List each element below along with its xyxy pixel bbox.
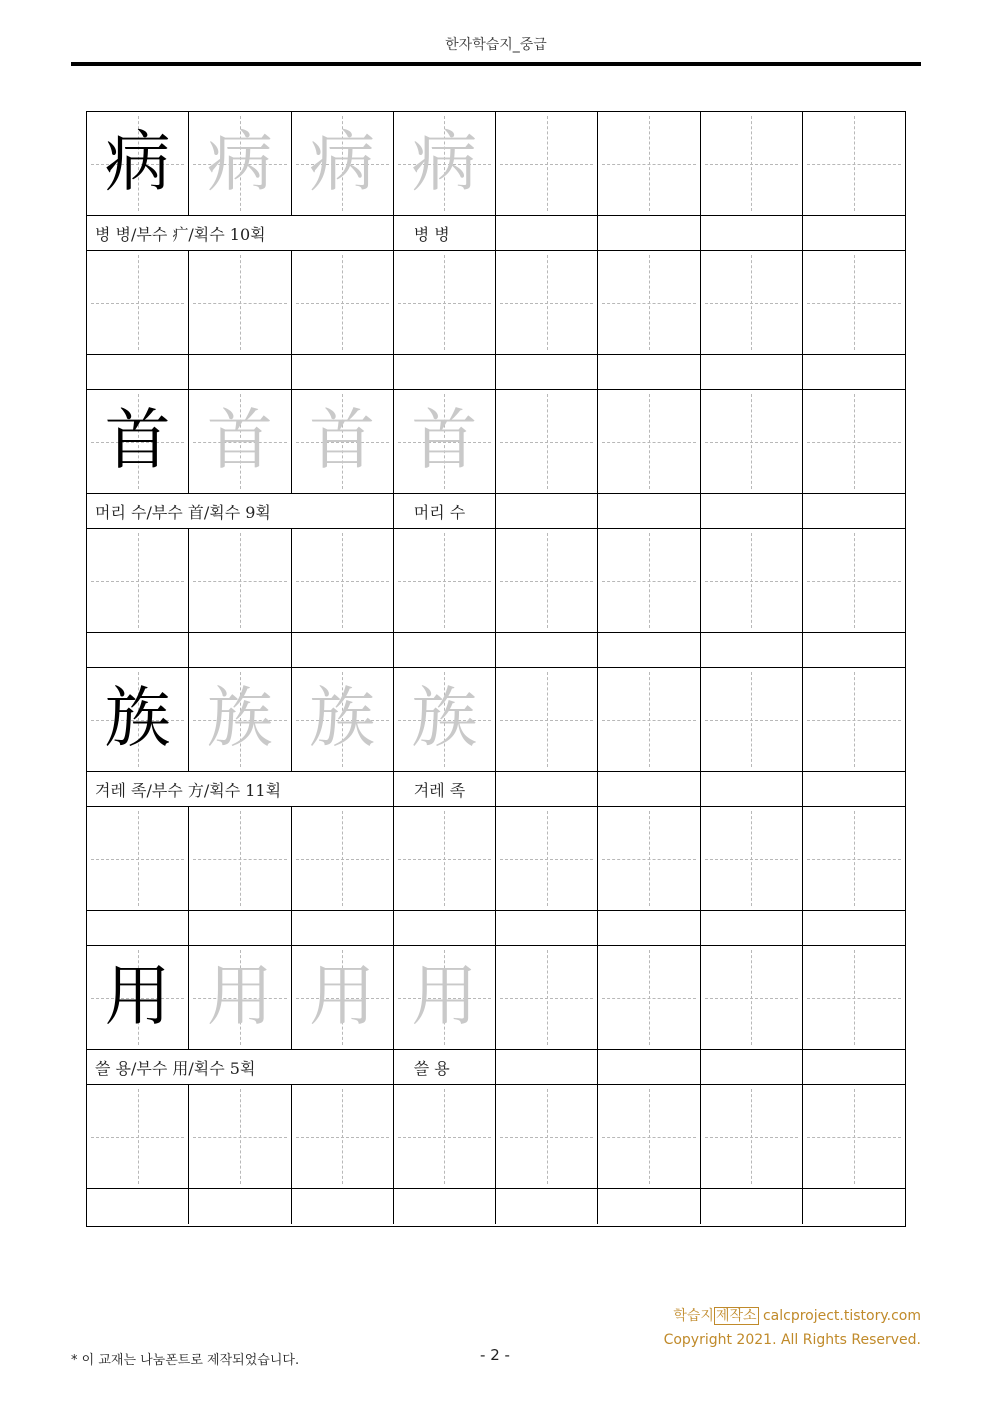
writing-box[interactable]: [803, 946, 905, 1050]
info-blank-cell: [496, 1050, 598, 1085]
writing-box[interactable]: [292, 1085, 394, 1189]
info-blank-cell: [803, 355, 905, 390]
writing-box[interactable]: [701, 668, 803, 772]
info-blank-cell: [803, 494, 905, 529]
info-blank-cell: [598, 1189, 700, 1224]
writing-box[interactable]: [496, 807, 598, 911]
hanja-info-cell: [87, 494, 394, 529]
info-blank-cell: [496, 216, 598, 251]
site-url: calcproject.tistory.com: [762, 1308, 921, 1324]
info-blank-cell: [803, 1189, 905, 1224]
writing-box[interactable]: [701, 807, 803, 911]
writing-box[interactable]: [189, 946, 291, 1050]
writing-box[interactable]: [701, 251, 803, 355]
writing-box[interactable]: [189, 112, 291, 216]
info-blank-cell: [598, 772, 700, 807]
writing-box[interactable]: [87, 946, 189, 1050]
info-blank-cell: [87, 633, 189, 668]
meaning-text: 머리 수: [413, 502, 466, 522]
hanja-box-row: [87, 668, 905, 772]
hanja-trace-character: 族: [411, 679, 478, 757]
info-blank-cell: [87, 1189, 189, 1224]
writing-box[interactable]: [189, 390, 291, 494]
hanja-info-row: [87, 1050, 905, 1085]
writing-box[interactable]: [803, 1085, 905, 1189]
hanja-box-row: [87, 946, 905, 1050]
writing-box[interactable]: [189, 807, 291, 911]
info-blank-cell: [189, 633, 291, 668]
hanja-info-cell: [87, 772, 394, 807]
brand-box: 제작소: [715, 1308, 757, 1324]
hanja-model-character: 病: [104, 123, 171, 201]
meaning-cell: [394, 494, 496, 529]
header-rule: [71, 62, 921, 66]
hanja-info-text: 쓸 용/부수 用/획수 5획: [95, 1058, 256, 1078]
info-blank-cell: [701, 633, 803, 668]
writing-box[interactable]: [598, 529, 700, 633]
info-blank-cell: [496, 355, 598, 390]
writing-box[interactable]: [598, 1085, 700, 1189]
info-blank-cell: [803, 772, 905, 807]
hanja-info-text: 머리 수/부수 首/획수 9획: [95, 502, 271, 522]
hanja-info-cell: [87, 216, 394, 251]
info-blank-cell: [803, 633, 905, 668]
writing-box[interactable]: [292, 529, 394, 633]
writing-box[interactable]: [87, 112, 189, 216]
writing-box[interactable]: [87, 251, 189, 355]
meaning-cell: [394, 216, 496, 251]
hanja-trace-character: 用: [411, 957, 478, 1035]
info-blank-cell: [598, 1050, 700, 1085]
meaning-text: 병 병: [413, 224, 450, 244]
writing-box[interactable]: [189, 251, 291, 355]
info-blank-cell: [598, 216, 700, 251]
hanja-info-cell: [87, 1050, 394, 1085]
writing-box[interactable]: [496, 529, 598, 633]
writing-box[interactable]: [87, 390, 189, 494]
writing-box[interactable]: [394, 946, 496, 1050]
font-note: * 이 교재는 나눔폰트로 제작되었습니다.: [71, 1353, 300, 1368]
hanja-info-row: [87, 494, 905, 529]
page-header: 한자학습지_중급: [445, 37, 547, 53]
practice-box-row: [87, 251, 905, 355]
info-blank-cell: [598, 494, 700, 529]
writing-box[interactable]: [803, 807, 905, 911]
info-blank-cell: [803, 216, 905, 251]
writing-box[interactable]: [394, 112, 496, 216]
info-blank-cell: [701, 494, 803, 529]
info-blank-cell: [496, 633, 598, 668]
info-blank-cell: [189, 1189, 291, 1224]
page-number: - 2 -: [480, 1346, 510, 1364]
hanja-trace-character: 族: [309, 679, 376, 757]
writing-box[interactable]: [394, 251, 496, 355]
writing-box[interactable]: [292, 668, 394, 772]
writing-box[interactable]: [803, 112, 905, 216]
info-blank-cell: [87, 355, 189, 390]
hanja-trace-character: 首: [206, 401, 273, 479]
meaning-text: 쓸 용: [413, 1058, 450, 1078]
writing-box[interactable]: [87, 807, 189, 911]
writing-box[interactable]: [394, 807, 496, 911]
info-blank-cell: [292, 633, 394, 668]
info-blank-cell: [701, 1189, 803, 1224]
writing-box[interactable]: [598, 668, 700, 772]
writing-box[interactable]: [87, 668, 189, 772]
info-blank-cell: [189, 355, 291, 390]
meaning-text: 겨레 족: [413, 780, 466, 800]
info-blank-cell: [803, 911, 905, 946]
writing-box[interactable]: [394, 529, 496, 633]
writing-box[interactable]: [292, 112, 394, 216]
writing-box[interactable]: [701, 946, 803, 1050]
writing-box[interactable]: [394, 668, 496, 772]
writing-box[interactable]: [292, 390, 394, 494]
hanja-trace-character: 族: [206, 679, 273, 757]
writing-box[interactable]: [496, 112, 598, 216]
info-blank-cell: [292, 355, 394, 390]
writing-box[interactable]: [701, 112, 803, 216]
writing-box[interactable]: [87, 1085, 189, 1189]
info-blank-cell: [292, 911, 394, 946]
writing-box[interactable]: [803, 529, 905, 633]
brand-prefix: 학습지: [673, 1308, 714, 1324]
blank-info-row: [87, 1189, 905, 1224]
writing-box[interactable]: [701, 1085, 803, 1189]
hanja-box-row: [87, 112, 905, 216]
blank-info-row: [87, 911, 905, 946]
writing-box[interactable]: [292, 946, 394, 1050]
hanja-info-row: [87, 216, 905, 251]
info-blank-cell: [598, 911, 700, 946]
writing-box[interactable]: [496, 1085, 598, 1189]
hanja-info-text: 겨레 족/부수 方/획수 11획: [95, 780, 282, 800]
info-blank-cell: [701, 355, 803, 390]
hanja-info-row: [87, 772, 905, 807]
hanja-trace-character: 病: [411, 123, 478, 201]
hanja-info-text: 병 병/부수 疒/획수 10획: [95, 224, 266, 244]
writing-box[interactable]: [496, 251, 598, 355]
writing-box[interactable]: [803, 390, 905, 494]
info-blank-cell: [394, 911, 496, 946]
hanja-model-character: 族: [104, 679, 171, 757]
info-blank-cell: [496, 772, 598, 807]
info-blank-cell: [496, 1189, 598, 1224]
hanja-trace-character: 首: [411, 401, 478, 479]
info-blank-cell: [394, 355, 496, 390]
copyright: Copyright 2021. All Rights Reserved.: [663, 1332, 921, 1348]
practice-box-row: [87, 807, 905, 911]
writing-box[interactable]: [189, 1085, 291, 1189]
footer-credit: [664, 1304, 921, 1352]
writing-box[interactable]: [189, 668, 291, 772]
writing-box[interactable]: [701, 529, 803, 633]
hanja-trace-character: 病: [206, 123, 273, 201]
practice-sheet: [86, 111, 906, 1227]
writing-box[interactable]: [598, 112, 700, 216]
info-blank-cell: [394, 1189, 496, 1224]
writing-box[interactable]: [598, 946, 700, 1050]
hanja-trace-character: 用: [206, 957, 273, 1035]
writing-box[interactable]: [598, 807, 700, 911]
blank-info-row: [87, 633, 905, 668]
hanja-trace-character: 用: [309, 957, 376, 1035]
info-blank-cell: [701, 772, 803, 807]
writing-box[interactable]: [292, 251, 394, 355]
writing-box[interactable]: [701, 390, 803, 494]
writing-box[interactable]: [496, 668, 598, 772]
writing-box[interactable]: [189, 529, 291, 633]
blank-info-row: [87, 355, 905, 390]
writing-box[interactable]: [394, 1085, 496, 1189]
practice-box-row: [87, 529, 905, 633]
info-blank-cell: [803, 1050, 905, 1085]
meaning-cell: [394, 1050, 496, 1085]
hanja-trace-character: 首: [309, 401, 376, 479]
writing-box[interactable]: [598, 390, 700, 494]
info-blank-cell: [701, 216, 803, 251]
writing-box[interactable]: [292, 807, 394, 911]
writing-box[interactable]: [803, 251, 905, 355]
info-blank-cell: [701, 911, 803, 946]
meaning-cell: [394, 772, 496, 807]
info-blank-cell: [598, 633, 700, 668]
practice-box-row: [87, 1085, 905, 1189]
writing-box[interactable]: [598, 251, 700, 355]
info-blank-cell: [701, 1050, 803, 1085]
writing-box[interactable]: [394, 390, 496, 494]
hanja-box-row: [87, 390, 905, 494]
writing-box[interactable]: [496, 946, 598, 1050]
info-blank-cell: [189, 911, 291, 946]
brand-line: [664, 1304, 921, 1328]
writing-box[interactable]: [496, 390, 598, 494]
info-blank-cell: [598, 355, 700, 390]
info-blank-cell: [496, 911, 598, 946]
info-blank-cell: [87, 911, 189, 946]
hanja-trace-character: 病: [309, 123, 376, 201]
info-blank-cell: [496, 494, 598, 529]
info-blank-cell: [394, 633, 496, 668]
info-blank-cell: [292, 1189, 394, 1224]
writing-box[interactable]: [803, 668, 905, 772]
hanja-model-character: 首: [104, 401, 171, 479]
hanja-model-character: 用: [104, 957, 171, 1035]
writing-box[interactable]: [87, 529, 189, 633]
